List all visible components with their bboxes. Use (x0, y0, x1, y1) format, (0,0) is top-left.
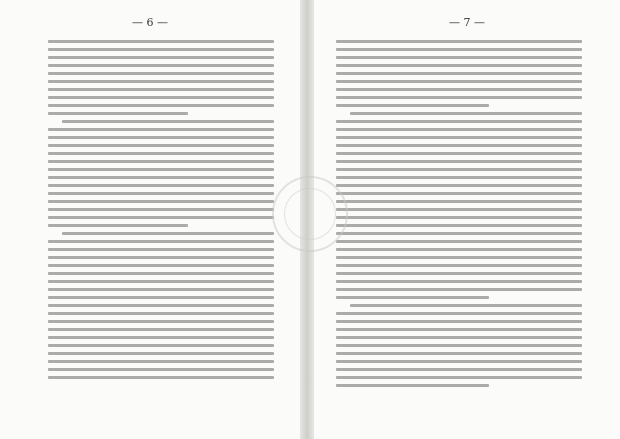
text-line (336, 48, 582, 51)
text-block-right (336, 40, 582, 387)
text-line (336, 208, 582, 211)
text-line (48, 248, 274, 251)
text-line (336, 232, 582, 235)
text-line (48, 184, 274, 187)
text-line (336, 80, 582, 83)
text-line (336, 168, 582, 171)
text-line (48, 256, 274, 259)
page-left (0, 0, 300, 439)
text-line (336, 224, 582, 227)
text-line (336, 176, 582, 179)
text-line (336, 104, 489, 107)
text-line (48, 344, 274, 347)
text-line (336, 352, 582, 355)
text-line (336, 120, 582, 123)
text-line (48, 200, 274, 203)
text-line (336, 248, 582, 251)
text-line (48, 216, 274, 219)
text-line (336, 192, 582, 195)
text-line (48, 312, 274, 315)
text-line (48, 208, 274, 211)
text-line (336, 376, 582, 379)
text-line (336, 136, 582, 139)
text-line (336, 288, 582, 291)
text-line (48, 224, 188, 227)
text-line (336, 40, 582, 43)
page-number-right: — 7 — (449, 16, 485, 29)
text-line (48, 352, 274, 355)
text-line (336, 296, 489, 299)
text-line (62, 120, 274, 123)
page-number-left: — 6 — (132, 16, 168, 29)
text-line (336, 360, 582, 363)
text-line (48, 328, 274, 331)
text-line (48, 48, 274, 51)
text-line (48, 96, 274, 99)
text-line (48, 88, 274, 91)
text-line (350, 304, 582, 307)
text-line (336, 384, 489, 387)
library-stamp (272, 176, 348, 252)
text-line (48, 104, 274, 107)
text-line (48, 64, 274, 67)
text-line (62, 232, 274, 235)
text-line (48, 80, 274, 83)
text-line (48, 288, 274, 291)
text-line (48, 360, 274, 363)
text-line (48, 40, 274, 43)
text-line (48, 320, 274, 323)
text-line (48, 304, 274, 307)
text-line (336, 56, 582, 59)
text-line (48, 144, 274, 147)
text-line (336, 320, 582, 323)
text-line (336, 368, 582, 371)
text-line (48, 296, 274, 299)
text-line (48, 136, 274, 139)
text-line (48, 264, 274, 267)
text-line (48, 336, 274, 339)
text-line (336, 128, 582, 131)
text-line (48, 128, 274, 131)
text-line (336, 312, 582, 315)
text-line (336, 144, 582, 147)
text-line (336, 256, 582, 259)
text-line (48, 272, 274, 275)
text-line (336, 240, 582, 243)
text-block-left (48, 40, 274, 379)
text-line (336, 264, 582, 267)
text-line (48, 160, 274, 163)
text-line (48, 176, 274, 179)
text-line (48, 72, 274, 75)
page-right (314, 0, 620, 439)
text-line (336, 272, 582, 275)
text-line (48, 192, 274, 195)
text-line (336, 280, 582, 283)
text-line (336, 328, 582, 331)
text-line (336, 216, 582, 219)
text-line (336, 160, 582, 163)
text-line (48, 152, 274, 155)
text-line (336, 72, 582, 75)
text-line (48, 376, 274, 379)
text-line (336, 336, 582, 339)
text-line (336, 152, 582, 155)
text-line (48, 240, 274, 243)
text-line (336, 344, 582, 347)
text-line (48, 56, 274, 59)
text-line (336, 88, 582, 91)
text-line (48, 368, 274, 371)
text-line (336, 200, 582, 203)
text-line (336, 64, 582, 67)
text-line (48, 280, 274, 283)
text-line (336, 184, 582, 187)
text-line (350, 112, 582, 115)
text-line (48, 168, 274, 171)
text-line (48, 112, 188, 115)
text-line (336, 96, 582, 99)
